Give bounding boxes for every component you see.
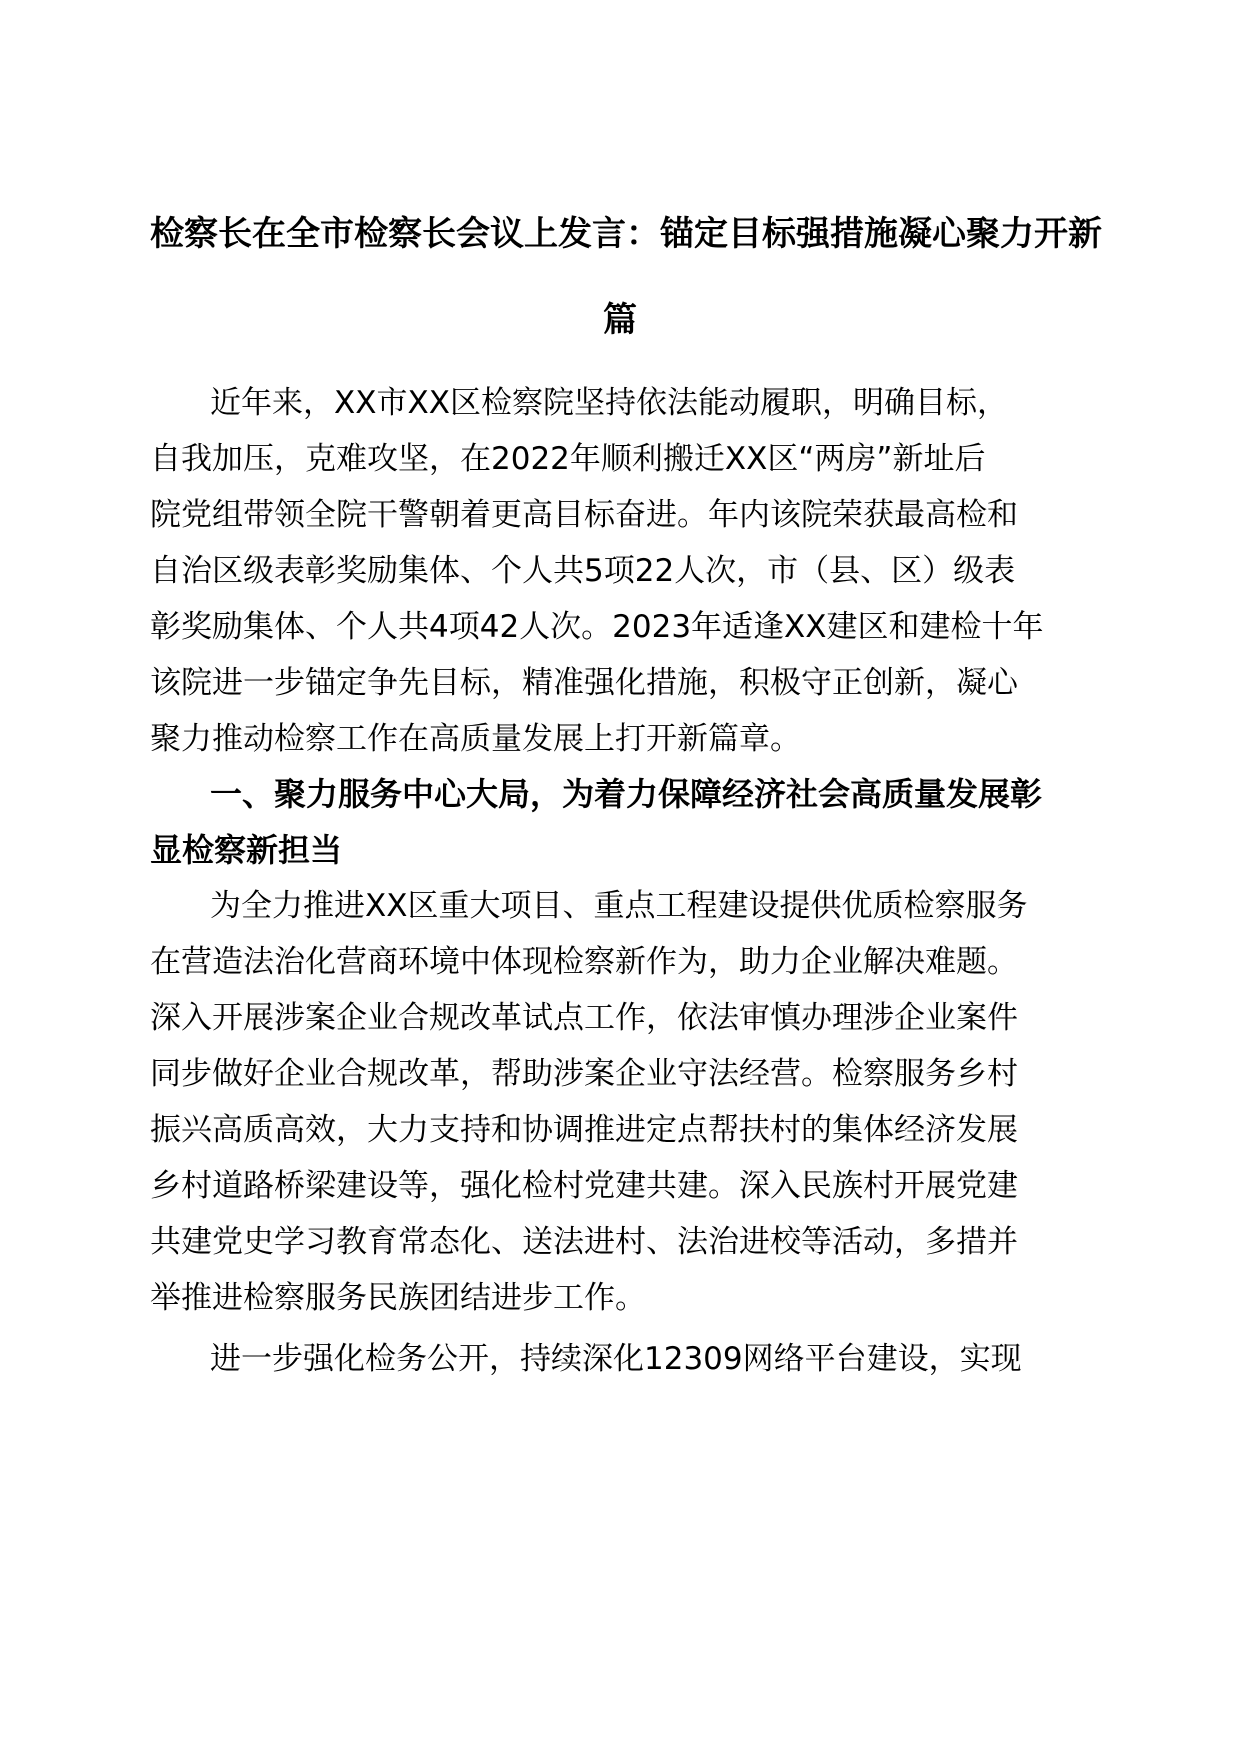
document-title-line-1: 检察长在全市检察长会议上发言：锚定目标强措施凝心聚力开新 (150, 214, 1102, 254)
paragraph-1-line-2: 自我加压，克难攻坚，在2022年顺利搬迁XX区“两房”新址后 (150, 441, 986, 477)
paragraph-1-line-6: 该院进一步锚定争先目标，精准强化措施，积极守正创新，凝心 (150, 665, 1018, 701)
paragraph-1-line-5: 彰奖励集体、个人共4项42人次。2023年适逢XX建区和建检十年 (150, 609, 1044, 645)
paragraph-1-line-4: 自治区级表彰奖励集体、个人共5项22人次，市（县、区）级表 (150, 553, 1016, 589)
paragraph-3-line-1: 进一步强化检务公开，持续深化12309网络平台建设，实现 (210, 1341, 1022, 1377)
paragraph-2-line-2: 在营造法治化营商环境中体现检察新作为，助力企业解决难题。 (150, 944, 1018, 980)
paragraph-2-line-8: 举推进检察服务民族团结进步工作。 (150, 1280, 646, 1316)
paragraph-1-line-3: 院党组带领全院干警朝着更高目标奋进。年内该院荣获最高检和 (150, 497, 1018, 533)
paragraph-2-line-1: 为全力推进XX区重大项目、重点工程建设提供优质检察服务 (210, 888, 1028, 924)
paragraph-2-line-6: 乡村道路桥梁建设等，强化检村党建共建。深入民族村开展党建 (150, 1168, 1018, 1204)
section-heading-1-line-2: 显检察新担当 (150, 831, 343, 869)
paragraph-2-line-7: 共建党史学习教育常态化、送法进村、法治进校等活动，多措并 (150, 1224, 1018, 1260)
section-heading-1-line-1: 一、聚力服务中心大局，为着力保障经济社会高质量发展彰 (210, 775, 1043, 813)
paragraph-2-line-3: 深入开展涉案企业合规改革试点工作，依法审慎办理涉企业案件 (150, 1000, 1018, 1036)
paragraph-2-line-5: 振兴高质高效，大力支持和协调推进定点帮扶村的集体经济发展 (150, 1112, 1018, 1148)
paragraph-1-line-7: 聚力推动检察工作在高质量发展上打开新篇章。 (150, 721, 801, 757)
paragraph-2-line-4: 同步做好企业合规改革，帮助涉案企业守法经营。检察服务乡村 (150, 1056, 1018, 1092)
paragraph-1-line-1: 近年来，XX市XX区检察院坚持依法能动履职，明确目标， (210, 385, 1008, 421)
document-title-line-2: 篇 (603, 300, 637, 340)
